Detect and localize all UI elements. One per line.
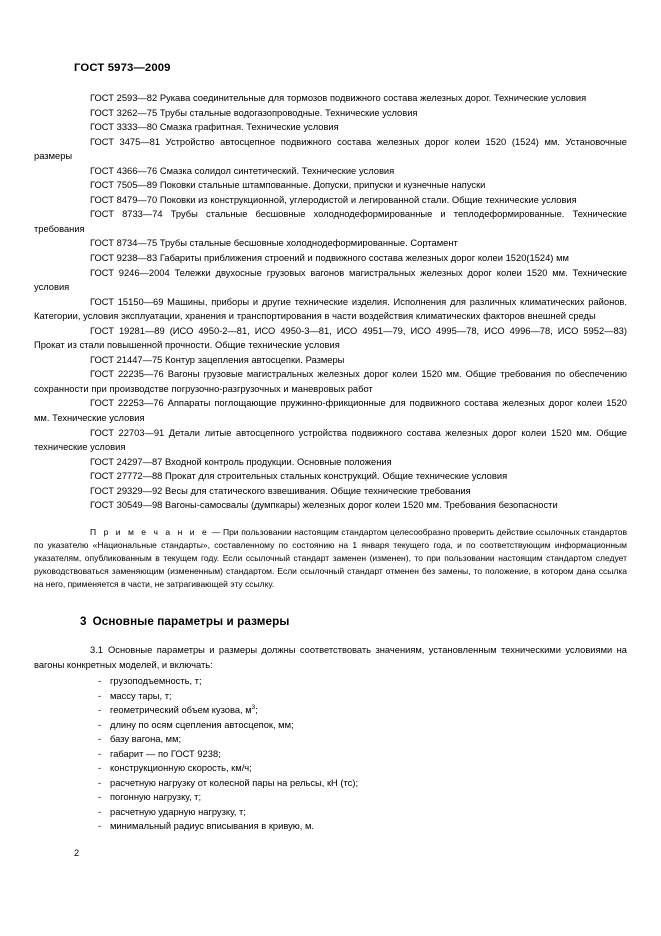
reference-item: ГОСТ 29329—92 Весы для статического взвешивания. Общие технические требования [90, 485, 471, 496]
reference-item: ГОСТ 3262—75 Трубы стальные водогазопроводные. Технические условия [90, 107, 418, 118]
section-number: 3 [80, 615, 87, 629]
reference-item: ГОСТ 24297—87 Входной контроль продукции. Основные положения [90, 456, 392, 467]
reference-item: ГОСТ 2593—82 Рукава соединительные для тормозов подвижного состава железных дорог. Технические условия [90, 93, 587, 103]
note-dash: — [209, 526, 223, 537]
reference-item: ГОСТ 15150—69 Машины, приборы и другие технические изделия. Исполнения для различных климатических районов. Категории, условия эксплуатации, хранения и транспортирования в части воздействия климатических факторов внешней среды [34, 296, 627, 322]
clause-number: 3.1 [90, 645, 103, 656]
parameter-list-item: - грузоподъемность, т; [34, 674, 627, 689]
reference-item: ГОСТ 9238—83 Габариты приближения строений и подвижного состава железных дорог колеи 1520(1524) мм [90, 253, 569, 264]
parameter-list-item: - конструкционную скорость, км/ч; [34, 761, 627, 776]
clause-text: Основные параметры и размеры должны соответствовать значениям, установленным техническими условиями на вагоны конкретных моделей, и включать: [34, 645, 627, 670]
parameter-list-item: - массу тары, т; [34, 689, 627, 704]
section-heading [34, 591, 627, 629]
reference-item: ГОСТ 22253—76 Аппараты поглощающие пружинно-фрикционные для подвижного состава железных дорог колеи 1520 мм. Технические условия [34, 398, 627, 424]
page-content [34, 91, 627, 834]
note-body-text: При пользовании настоящим стандартом целесообразно проверить действие ссылочных стандартов по указателю «Национальные стандарты», составленному по состоянию на 1 января текущего года, и по соответствующим информационным указателям, опубликованным в текущем году. Если ссылочный стандарт заменен (изменен), то при пользовании настоящим стандартом следует руководствоваться заменяющим (измененным) стандартом. Если ссылочный стандарт отменен без замены, то положение, в котором дана ссылка на него, применяется в части, не затрагивающей эту ссылку. [34, 526, 627, 590]
parameters-list [34, 672, 627, 834]
note-lead-label: П р и м е ч а н и е [90, 526, 210, 537]
parameter-list-item: - геометрический объем кузова, $м^3$; [34, 703, 627, 718]
reference-item: ГОСТ 30549—98 Вагоны-самосвалы (думпкары) железных дорог колеи 1520 мм. Требования безопасности [90, 500, 558, 511]
section-title: Основные параметры и размеры [92, 615, 290, 629]
note-block [34, 513, 627, 591]
reference-item: ГОСТ 7505—89 Поковки стальные штампованные. Допуски, припуски и кузнечные напуски [90, 180, 486, 191]
reference-item: ГОСТ 27772—88 Прокат для строительных стальных конструкций. Общие технические условия [90, 471, 508, 482]
parameter-list-item: - минимальный радиус вписывания в кривую, м. [34, 819, 627, 834]
reference-item: ГОСТ 22235—76 Вагоны грузовые магистральных железных дорог колеи 1520 мм. Общие требования по обеспечению сохранности при производстве погрузочно-разгрузочных и маневровых работ [34, 369, 627, 394]
reference-item: ГОСТ 22703—91 Детали литые автосцепного устройства подвижного состава железных дорог колеи 1520 мм. Общие технические условия [34, 427, 627, 453]
reference-item: ГОСТ 21447—75 Контур зацепления автосцепки. Размеры [90, 354, 345, 365]
reference-item: ГОСТ 19281—89 (ИСО 4950-2—81, ИСО 4950-3—81, ИСО 4951—79, ИСО 4995—78, ИСО 4996—78, ИСО 5952—83) Прокат из стали повышенной прочности. Общие технические условия [34, 325, 627, 351]
parameter-list-item: - длину по осям сцепления автосцепок, мм; [34, 718, 627, 733]
reference-item: ГОСТ 3333—80 Смазка графитная. Технические условия [90, 122, 339, 133]
reference-item: ГОСТ 9246—2004 Тележки двухосные грузовых вагонов магистральных железных дорог колеи 1520 мм. Технические условия [34, 267, 627, 293]
reference-item: ГОСТ 8479—70 Поковки из конструкционной, углеродистой и легированной стали. Общие технические условия [90, 194, 577, 205]
parameter-list-item: - погонную нагрузку, т; [34, 790, 627, 805]
page-number: 2 [74, 848, 80, 858]
reference-item: ГОСТ 4366—76 Смазка солидол синтетический. Технические условия [90, 165, 395, 176]
reference-item: ГОСТ 8733—74 Трубы стальные бесшовные холоднодеформированные и теплодеформированные. Технические требования [34, 209, 627, 234]
parameter-list-item: - расчетную ударную нагрузку, т; [34, 805, 627, 820]
parameter-list-item: - расчетную нагрузку от колесной пары на рельсы, кН (тс); [34, 776, 627, 791]
running-header: ГОСТ 5973—2009 [74, 62, 171, 74]
clause-3-1 [34, 629, 627, 672]
reference-item: ГОСТ 8734—75 Трубы стальные бесшовные холоднодеформированные. Сортамент [90, 238, 458, 249]
reference-item: ГОСТ 3475—81 Устройство автосцепное подвижного состава железных дорог колеи 1520 (1524) мм. Установочные размеры [34, 136, 627, 162]
parameter-list-item: - базу вагона, мм; [34, 732, 627, 747]
parameter-list-item: - габарит — по ГОСТ 9238; [34, 747, 627, 762]
normative-references-list [34, 91, 627, 513]
